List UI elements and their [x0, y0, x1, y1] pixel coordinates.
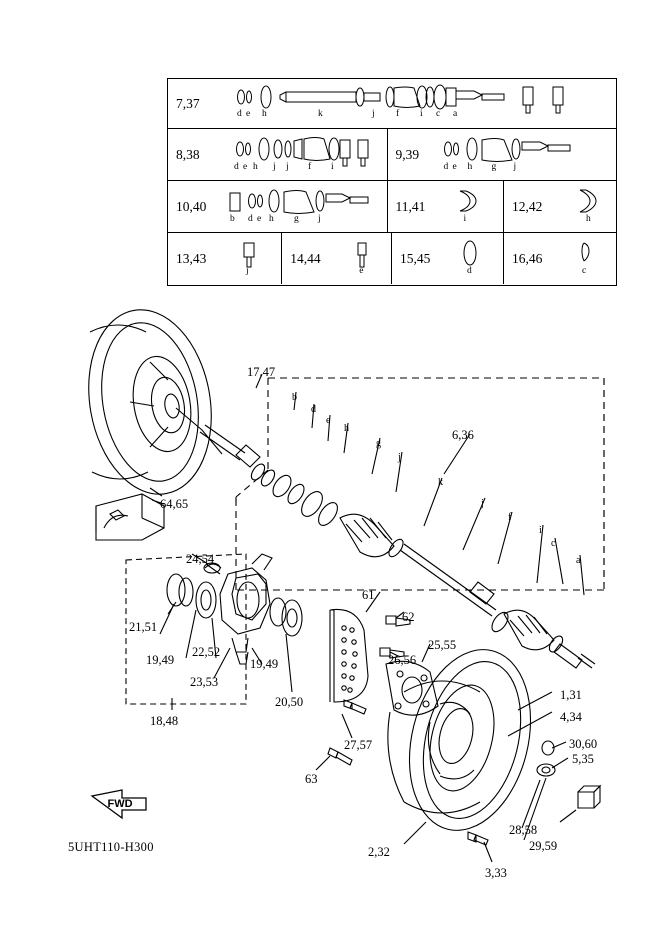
table-cell-12-42 — [504, 181, 616, 232]
part-ref-number: 13,43 — [176, 250, 207, 266]
table-cell-10-40 — [168, 181, 388, 232]
callout-24-54: 24,54 — [186, 552, 215, 566]
sublabel-f: f — [508, 512, 512, 523]
sublabel-f: f — [396, 109, 400, 119]
callout-61: 61 — [362, 588, 375, 602]
sublabel-k: k — [438, 477, 443, 488]
sublabel-j2: j — [286, 162, 289, 172]
sublabel-b: b — [230, 214, 235, 224]
sublabel-j: j — [513, 162, 517, 172]
sublabel-k: k — [318, 109, 323, 119]
table-row — [168, 79, 616, 129]
sublabel-a: a — [453, 109, 458, 119]
callout-25-55: 25,55 — [428, 638, 457, 652]
callout-4-34: 4,34 — [560, 710, 582, 724]
drawing-code: 5UHT110-H300 — [68, 840, 154, 854]
sublabel-e: e — [243, 162, 248, 172]
part-illustration — [504, 233, 616, 284]
callout-21-51: 21,51 — [129, 620, 158, 634]
table-cell-15-45 — [392, 233, 504, 284]
callout-3-33: 3,33 — [485, 866, 507, 880]
callout-17-47: 17,47 — [247, 365, 276, 379]
table-cell-9-39 — [388, 129, 616, 180]
sublabel-j-2: j — [481, 498, 484, 509]
callout-29-59: 29,59 — [529, 839, 558, 853]
sublabel-j: j — [246, 266, 249, 276]
sublabel-h: h — [467, 162, 473, 172]
callout-2-32: 2,32 — [368, 845, 390, 859]
sublabel-h: h — [253, 162, 258, 172]
callout-23-53: 23,53 — [190, 675, 219, 689]
svg-text:FWD: FWD — [107, 798, 133, 810]
sublabel-e: e — [452, 162, 457, 172]
callout-62: 62 — [402, 610, 415, 624]
sublabel-f: f — [308, 162, 312, 172]
callout-28-58: 28,58 — [509, 823, 538, 837]
sublabel-d: d — [311, 404, 316, 415]
callout-22-52: 22,52 — [192, 645, 221, 659]
part-illustration — [168, 181, 387, 232]
sublabel-b: b — [292, 392, 297, 403]
part-illustration — [282, 233, 391, 284]
sublabel-g: g — [294, 214, 299, 224]
table-cell-11-41 — [388, 181, 504, 232]
table-cell-7-37 — [168, 79, 616, 128]
table-row — [168, 181, 616, 233]
callout-1-31: 1,31 — [560, 688, 582, 702]
sublabel-d: d — [443, 162, 449, 172]
sublabel-h: h — [585, 214, 591, 224]
part-ref-number: 10,40 — [176, 198, 207, 214]
callout-5-35: 5,35 — [572, 752, 594, 766]
sublabel-c: c — [581, 266, 587, 276]
sublabel-h: h — [269, 214, 274, 224]
callout-64-65: 64,65 — [160, 497, 189, 511]
callout-19-49-a: 19,49 — [146, 653, 175, 667]
sublabel-d: d — [466, 266, 472, 276]
sublabel-a: a — [576, 555, 581, 566]
table-row — [168, 129, 616, 181]
sublabel-d: d — [234, 162, 239, 172]
table-cell-8-38 — [168, 129, 388, 180]
sublabel-j: j — [372, 109, 375, 119]
parts-reference-table — [167, 78, 617, 286]
table-cell-13-43 — [168, 233, 282, 284]
table-cell-14-44 — [282, 233, 392, 284]
sublabel-h: h — [344, 423, 349, 434]
callout-19-49-b: 19,49 — [250, 657, 279, 671]
sublabel-g: g — [376, 438, 381, 449]
sublabel-j-1: j — [398, 452, 401, 463]
sublabel-h: h — [262, 109, 267, 119]
part-illustration — [388, 129, 616, 180]
callout-63: 63 — [305, 772, 318, 786]
part-ref-number: 12,42 — [511, 198, 543, 214]
callout-18-48: 18,48 — [150, 714, 179, 728]
callout-6-36: 6,36 — [452, 428, 474, 442]
part-illustration — [388, 181, 503, 232]
part-ref-number: 16,46 — [511, 250, 543, 266]
part-illustration — [168, 129, 387, 180]
sublabel-e: e — [359, 266, 364, 276]
part-ref-number: 7,37 — [176, 95, 200, 111]
part-ref-number: 9,39 — [395, 146, 420, 162]
part-ref-number: 11,41 — [395, 198, 426, 214]
sublabel-c: c — [551, 538, 556, 549]
table-row — [168, 233, 616, 284]
part-ref-number: 8,38 — [176, 146, 200, 162]
sublabel-j: j — [273, 162, 276, 172]
sublabel-e: e — [257, 214, 262, 224]
sublabel-d: d — [237, 109, 242, 119]
callout-30-60: 30,60 — [569, 737, 598, 751]
table-cell-16-46 — [504, 233, 616, 284]
sublabel-e: e — [326, 415, 331, 426]
fwd-direction-marker — [88, 786, 150, 820]
sublabel-i: i — [331, 162, 334, 172]
part-ref-number: 14,44 — [290, 250, 321, 266]
part-illustration — [168, 233, 281, 284]
sublabel-g: g — [491, 162, 497, 172]
sublabel-c: c — [436, 109, 441, 119]
sublabel-e: e — [246, 109, 251, 119]
sublabel-i: i — [420, 109, 423, 119]
part-illustration — [504, 181, 616, 232]
part-illustration — [168, 79, 616, 128]
part-ref-number: 15,45 — [399, 250, 431, 266]
callout-27-57: 27,57 — [344, 738, 373, 752]
callout-26-56: 26,56 — [388, 653, 417, 667]
callout-20-50: 20,50 — [275, 695, 304, 709]
sublabel-i: i — [463, 214, 467, 224]
sublabel-d: d — [248, 214, 253, 224]
sublabel-j: j — [318, 214, 321, 224]
sublabel-i: i — [539, 525, 542, 536]
part-illustration — [392, 233, 503, 284]
